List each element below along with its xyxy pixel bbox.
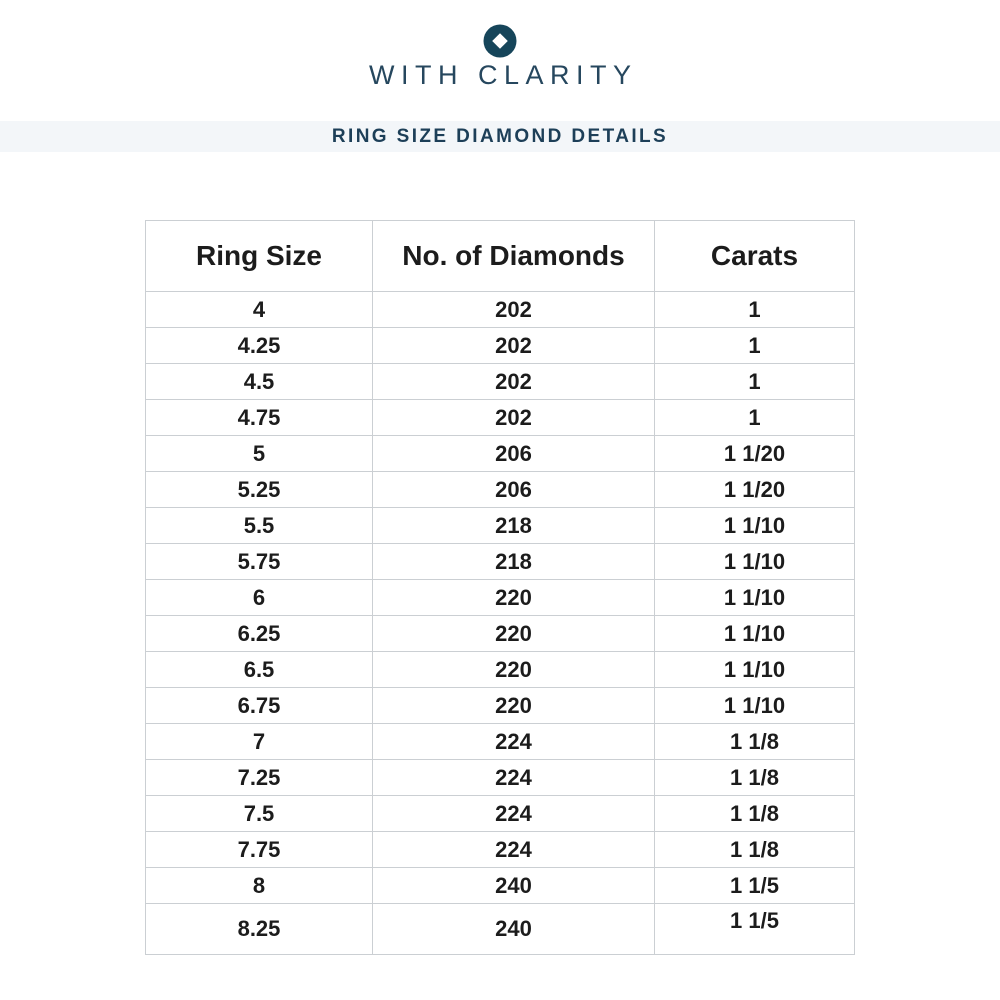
table-row	[146, 724, 855, 760]
no-of-diamonds-cell: 202	[373, 292, 655, 328]
no-of-diamonds-cell: 220	[373, 616, 655, 652]
no-of-diamonds-cell: 224	[373, 724, 655, 760]
no-of-diamonds-cell: 206	[373, 472, 655, 508]
carats-cell: 1 1/10	[655, 616, 855, 652]
ring-size-cell: 5	[146, 436, 373, 472]
carats-cell: 1 1/8	[655, 760, 855, 796]
carats-cell: 1 1/10	[655, 688, 855, 724]
ring-size-cell: 7.75	[146, 832, 373, 868]
ring-size-cell: 4.25	[146, 328, 373, 364]
no-of-diamonds-cell: 220	[373, 580, 655, 616]
section-banner	[0, 121, 1000, 152]
table-row	[146, 760, 855, 796]
ring-size-cell: 4.75	[146, 400, 373, 436]
no-of-diamonds-cell: 240	[373, 904, 655, 955]
ring-size-cell: 5.25	[146, 472, 373, 508]
ring-size-cell: 6.75	[146, 688, 373, 724]
table-row	[146, 364, 855, 400]
table-header	[146, 221, 855, 292]
table-row	[146, 616, 855, 652]
no-of-diamonds-cell: 224	[373, 832, 655, 868]
ring-size-cell: 6.5	[146, 652, 373, 688]
column-header-carats: Carats	[655, 221, 855, 292]
ring-size-cell: 5.5	[146, 508, 373, 544]
table-row	[146, 796, 855, 832]
no-of-diamonds-cell: 224	[373, 760, 655, 796]
column-header-no-of-diamonds: No. of Diamonds	[373, 221, 655, 292]
table-row	[146, 544, 855, 580]
table-body	[146, 292, 855, 955]
carats-cell: 1 1/20	[655, 472, 855, 508]
table-row	[146, 652, 855, 688]
table-row	[146, 688, 855, 724]
ring-size-cell: 4.5	[146, 364, 373, 400]
ring-size-cell: 7.5	[146, 796, 373, 832]
carats-cell: 1 1/10	[655, 580, 855, 616]
carats-cell: 1	[655, 400, 855, 436]
carats-cell: 1 1/8	[655, 796, 855, 832]
no-of-diamonds-cell: 220	[373, 652, 655, 688]
table-row	[146, 292, 855, 328]
table-header-row	[146, 221, 855, 292]
carats-cell: 1 1/8	[655, 724, 855, 760]
ring-size-cell: 8.25	[146, 904, 373, 955]
ring-size-cell: 7.25	[146, 760, 373, 796]
table-row	[146, 580, 855, 616]
table-row	[146, 904, 855, 955]
no-of-diamonds-cell: 218	[373, 508, 655, 544]
no-of-diamonds-cell: 224	[373, 796, 655, 832]
no-of-diamonds-cell: 202	[373, 400, 655, 436]
carats-cell: 1	[655, 364, 855, 400]
brand-name: WITH CLARITY	[368, 60, 638, 90]
carats-cell: 1 1/8	[655, 832, 855, 868]
no-of-diamonds-cell: 218	[373, 544, 655, 580]
carats-cell: 1 1/20	[655, 436, 855, 472]
table-row	[146, 472, 855, 508]
table-row	[146, 508, 855, 544]
table-row	[146, 868, 855, 904]
no-of-diamonds-cell: 206	[373, 436, 655, 472]
table-row	[146, 832, 855, 868]
no-of-diamonds-cell: 202	[373, 364, 655, 400]
ring-size-cell: 8	[146, 868, 373, 904]
carats-cell: 1 1/5	[655, 904, 855, 955]
no-of-diamonds-cell: 240	[373, 868, 655, 904]
carats-cell: 1 1/5	[655, 868, 855, 904]
ring-size-cell: 5.75	[146, 544, 373, 580]
section-banner-title: RING SIZE DIAMOND DETAILS	[331, 126, 669, 147]
table-row	[146, 436, 855, 472]
brand-logo[interactable]	[0, 24, 1000, 63]
no-of-diamonds-cell: 202	[373, 328, 655, 364]
carats-cell: 1	[655, 292, 855, 328]
ring-size-table	[145, 220, 855, 955]
no-of-diamonds-cell: 220	[373, 688, 655, 724]
table-row	[146, 400, 855, 436]
ring-size-cell: 7	[146, 724, 373, 760]
ring-size-cell: 4	[146, 292, 373, 328]
carats-cell: 1 1/10	[655, 652, 855, 688]
diamond-logo-icon	[483, 24, 517, 58]
carats-cell: 1 1/10	[655, 544, 855, 580]
column-header-ring-size: Ring Size	[146, 221, 373, 292]
ring-size-cell: 6	[146, 580, 373, 616]
carats-cell: 1	[655, 328, 855, 364]
carats-cell: 1 1/10	[655, 508, 855, 544]
ring-size-cell: 6.25	[146, 616, 373, 652]
table-row	[146, 328, 855, 364]
